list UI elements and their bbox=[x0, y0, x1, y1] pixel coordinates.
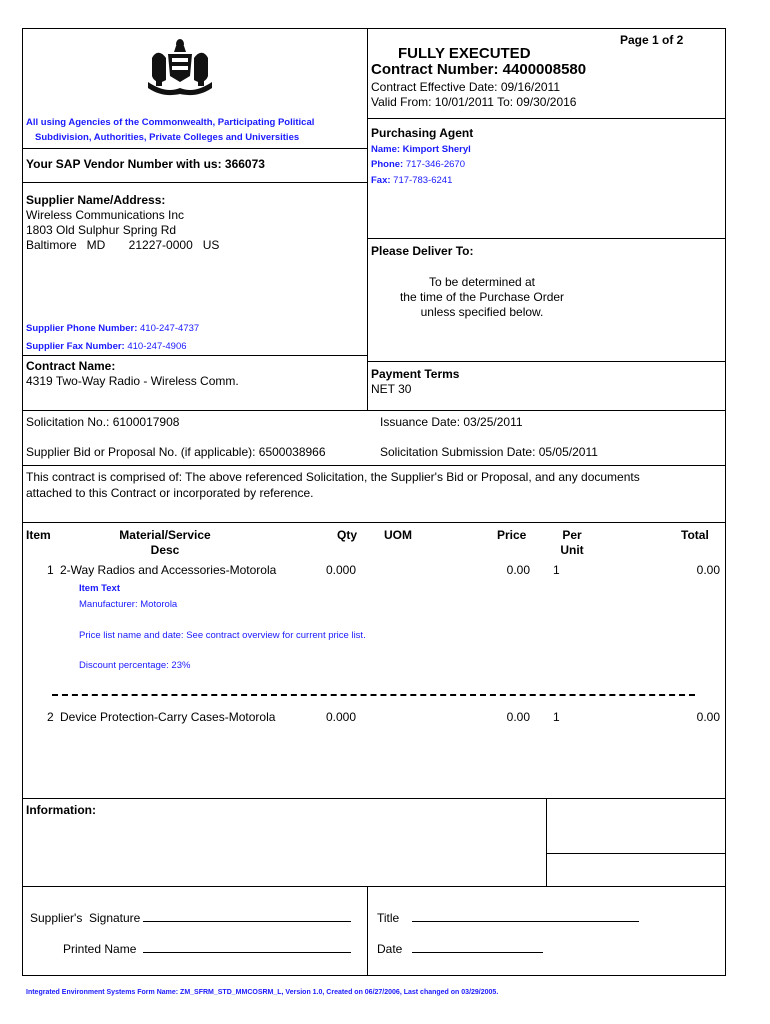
signature-divider bbox=[367, 886, 368, 976]
supplier-city: Baltimore MD 21227-0000 US bbox=[26, 238, 220, 252]
status-text: FULLY EXECUTED bbox=[398, 45, 531, 62]
deliver-line-2: the time of the Purchase Order bbox=[399, 290, 565, 304]
purchasing-agent-name: Name: Kimport Sheryl bbox=[371, 144, 471, 155]
title-field[interactable] bbox=[412, 909, 639, 922]
contract-valid-dates: Valid From: 10/01/2011 To: 09/30/2016 bbox=[371, 95, 577, 109]
date-field[interactable] bbox=[412, 940, 543, 953]
item-text-title: Item Text bbox=[79, 583, 121, 594]
divider-contract bbox=[22, 410, 726, 411]
agencies-line-1: All using Agencies of the Commonwealth, Participating Political bbox=[26, 117, 315, 128]
supplier-signature-field[interactable] bbox=[143, 909, 351, 922]
supplier-street: 1803 Old Sulphur Spring Rd bbox=[26, 223, 177, 237]
divider-solicitation bbox=[22, 465, 726, 466]
row-2-price: 0.00 bbox=[506, 710, 530, 724]
comprised-line-1: This contract is comprised of: The above referenced Solicitation, the Supplier's Bid or Proposal, and any documents bbox=[26, 470, 640, 484]
header-desc-1: Material/Service bbox=[119, 528, 211, 542]
divider-items bbox=[22, 798, 726, 799]
row-2-qty: 0.000 bbox=[326, 710, 357, 724]
contract-effective-date: Contract Effective Date: 09/16/2011 bbox=[371, 80, 561, 94]
info-divider-vertical bbox=[546, 798, 547, 887]
printed-name-field[interactable] bbox=[143, 940, 351, 953]
header-qty: Qty bbox=[337, 528, 358, 542]
frame-top bbox=[22, 28, 726, 29]
header-item: Item bbox=[26, 528, 51, 542]
contract-name-title: Contract Name: bbox=[26, 359, 116, 373]
divider-agent bbox=[367, 238, 726, 239]
solicitation-number: Solicitation No.: 6100017908 bbox=[26, 415, 180, 429]
purchasing-agent-fax: Fax: 717-783-6241 bbox=[371, 175, 453, 186]
pennsylvania-seal-icon bbox=[140, 36, 220, 100]
supplier-title: Supplier Name/Address: bbox=[26, 193, 166, 207]
item-text-price-list: Price list name and date: See contract overview for current price list. bbox=[79, 630, 366, 641]
row-2-total: 0.00 bbox=[696, 710, 720, 724]
frame-left bbox=[22, 28, 23, 976]
frame-bottom bbox=[22, 975, 726, 976]
row-2-item: 2 bbox=[47, 710, 54, 724]
payment-terms-title: Payment Terms bbox=[371, 367, 460, 381]
bid-number: Supplier Bid or Proposal No. (if applicable): 6500038966 bbox=[26, 445, 326, 459]
info-divider-horizontal bbox=[546, 853, 726, 854]
row-1-price: 0.00 bbox=[506, 563, 530, 577]
footer-form-info: Integrated Environment Systems Form Name: ZM_SFRM_STD_MMCOSRM_L, Version 1.0, Created on 06/27/2006, Last changed on 03/29/2005. bbox=[26, 989, 499, 996]
divider-comprised bbox=[22, 522, 726, 523]
purchasing-agent-title: Purchasing Agent bbox=[371, 126, 474, 140]
frame-right bbox=[725, 28, 726, 976]
header-total: Total bbox=[681, 528, 709, 542]
vendor-number: Your SAP Vendor Number with us: 366073 bbox=[26, 157, 265, 171]
supplier-name: Wireless Communications Inc bbox=[26, 208, 185, 222]
row-2-desc: Device Protection-Carry Cases-Motorola bbox=[60, 710, 276, 724]
row-2-per: 1 bbox=[553, 710, 560, 724]
contract-name-value: 4319 Two-Way Radio - Wireless Comm. bbox=[26, 374, 239, 388]
contract-number: Contract Number: 4400008580 bbox=[371, 61, 587, 78]
date-label: Date bbox=[377, 942, 403, 956]
purchasing-agent-phone: Phone: 717-346-2670 bbox=[371, 159, 466, 170]
header-uom: UOM bbox=[384, 528, 412, 542]
row-1-per: 1 bbox=[553, 563, 560, 577]
printed-name-label: Printed Name bbox=[63, 942, 137, 956]
item-separator bbox=[52, 694, 695, 696]
header-per-1: Per bbox=[562, 528, 582, 542]
comprised-line-2: attached to this Contract or incorporated by reference. bbox=[26, 486, 314, 500]
row-1-desc: 2-Way Radios and Accessories-Motorola bbox=[60, 563, 277, 577]
divider-header bbox=[367, 118, 726, 119]
divider-agencies bbox=[22, 148, 368, 149]
supplier-phone: Supplier Phone Number: 410-247-4737 bbox=[26, 323, 200, 334]
title-label: Title bbox=[377, 911, 400, 925]
deliver-title: Please Deliver To: bbox=[371, 244, 474, 258]
deliver-line-3: unless specified below. bbox=[420, 305, 544, 319]
information-label: Information: bbox=[26, 803, 96, 817]
divider-information bbox=[22, 886, 726, 887]
item-text-discount: Discount percentage: 23% bbox=[79, 660, 191, 671]
row-1-qty: 0.000 bbox=[326, 563, 357, 577]
divider-supplier bbox=[22, 355, 368, 356]
supplier-signature-label: Supplier's Signature bbox=[30, 911, 141, 925]
supplier-fax: Supplier Fax Number: 410-247-4906 bbox=[26, 341, 187, 352]
issuance-date: Issuance Date: 03/25/2011 bbox=[380, 415, 523, 429]
divider-vertical-top bbox=[367, 28, 368, 411]
row-1-item: 1 bbox=[47, 563, 54, 577]
header-desc-2: Desc bbox=[150, 543, 180, 557]
page-number: Page 1 of 2 bbox=[620, 33, 684, 47]
agencies-line-2: Subdivision, Authorities, Private Colleges and Universities bbox=[35, 132, 300, 143]
item-text-manufacturer: Manufacturer: Motorola bbox=[79, 599, 178, 610]
header-per-2: Unit bbox=[560, 543, 584, 557]
divider-vendor bbox=[22, 182, 368, 183]
payment-terms-value: NET 30 bbox=[371, 382, 412, 396]
divider-deliver bbox=[367, 361, 726, 362]
header-price: Price bbox=[497, 528, 527, 542]
submission-date: Solicitation Submission Date: 05/05/2011 bbox=[380, 445, 598, 459]
row-1-total: 0.00 bbox=[696, 563, 720, 577]
deliver-line-1: To be determined at bbox=[428, 275, 536, 289]
